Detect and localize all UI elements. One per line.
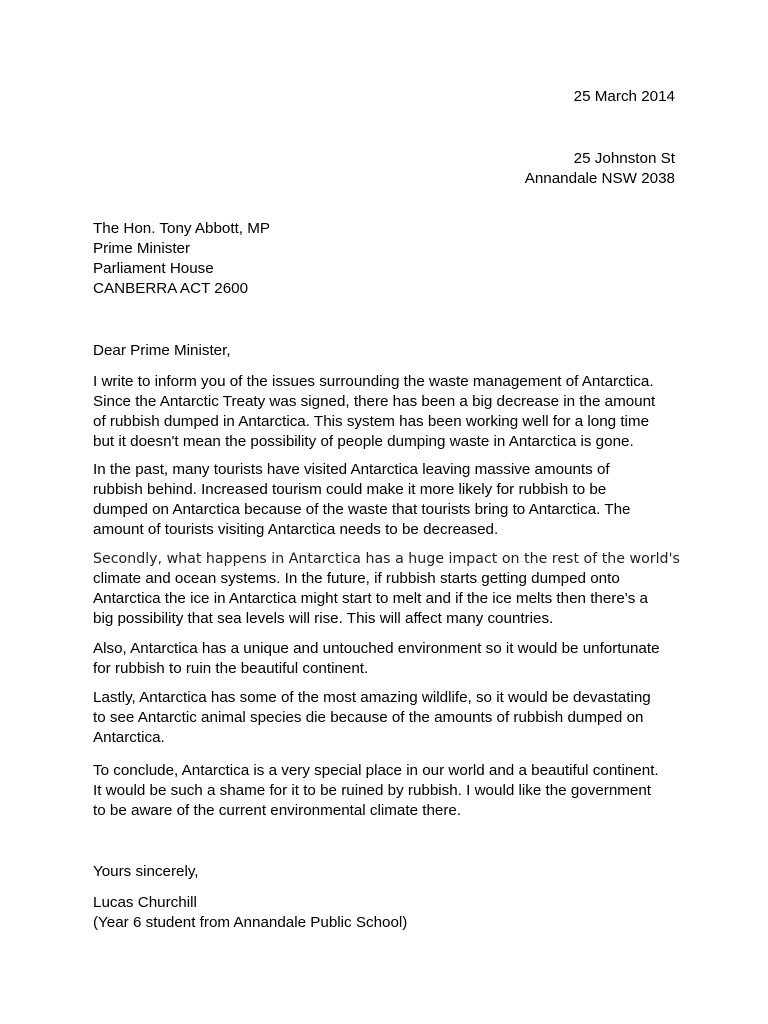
paragraph-wildlife [93,688,683,748]
recipient-title: Prime Minister [93,240,191,257]
recipient-name: The Hon. Tony Abbott, MP [93,220,271,237]
paragraph-line: but it doesn't mean the possibility of people dumping waste in Antarctica is gone. [93,433,634,450]
letter-date [574,87,675,107]
paragraph-line: amount of tourists visiting Antarctica needs to be decreased. [93,521,499,538]
paragraph-tourism [93,460,683,540]
paragraph-line: Antarctica. [93,729,165,746]
paragraph-conclusion [93,761,683,821]
paragraph-line: Antarctica the ice in Antarctica might start to melt and if the ice melts then there's a [93,590,648,607]
paragraph-line: of rubbish dumped in Antarctica. This system has been working well for a long time [93,413,650,430]
date-text: 25 March 2014 [573,88,675,105]
recipient-address [93,219,270,299]
paragraph-line: for rubbish to ruin the beautiful continent. [93,660,369,677]
paragraph-line: To conclude, Antarctica is a very special place in our world and a beautiful continent. [93,762,659,779]
paragraph-line: big possibility that sea levels will rise. This will affect many countries. [93,610,554,627]
paragraph-line: Lastly, Antarctica has some of the most amazing wildlife, so it would be devastating [93,689,651,706]
paragraph-line: to be aware of the current environmental climate there. [93,802,462,819]
paragraph-line: In the past, many tourists have visited Antarctica leaving massive amounts of [93,461,610,478]
recipient-city: CANBERRA ACT 2600 [93,280,249,297]
paragraph-environment [93,639,683,679]
paragraph-line: to see Antarctic animal species die because of the amounts of rubbish dumped on [93,709,644,726]
paragraph-line: Secondly, what happens in Antarctica has a huge impact on the rest of the world's [93,551,680,567]
sender-address [525,149,675,189]
closing: Yours sincerely, [93,863,199,880]
sender-suburb: Annandale NSW 2038 [524,170,675,187]
paragraph-line: I write to inform you of the issues surrounding the waste management of Antarctica. [93,373,654,390]
salutation: Dear Prime Minister, [93,342,231,359]
paragraph-line: It would be such a shame for it to be ruined by rubbish. I would like the government [93,782,652,799]
paragraph-line: climate and ocean systems. In the future, if rubbish starts getting dumped onto [93,570,620,587]
signature-note: (Year 6 student from Annandale Public School) [93,914,408,931]
recipient-building: Parliament House [93,260,214,277]
paragraph-line: dumped on Antarctica because of the waste that tourists bring to Antarctica. The [93,501,631,518]
signature-name: Lucas Churchill [93,894,197,911]
sender-street: 25 Johnston St [573,150,675,167]
paragraph-line: rubbish behind. Increased tourism could make it more likely for rubbish to be [93,481,607,498]
paragraph-climate [93,549,683,629]
signature-block [93,893,407,933]
paragraph-line: Since the Antarctic Treaty was signed, there has been a big decrease in the amount [93,393,656,410]
paragraph-line: Also, Antarctica has a unique and untouched environment so it would be unfortunate [93,640,660,657]
paragraph-waste-management [93,372,683,452]
